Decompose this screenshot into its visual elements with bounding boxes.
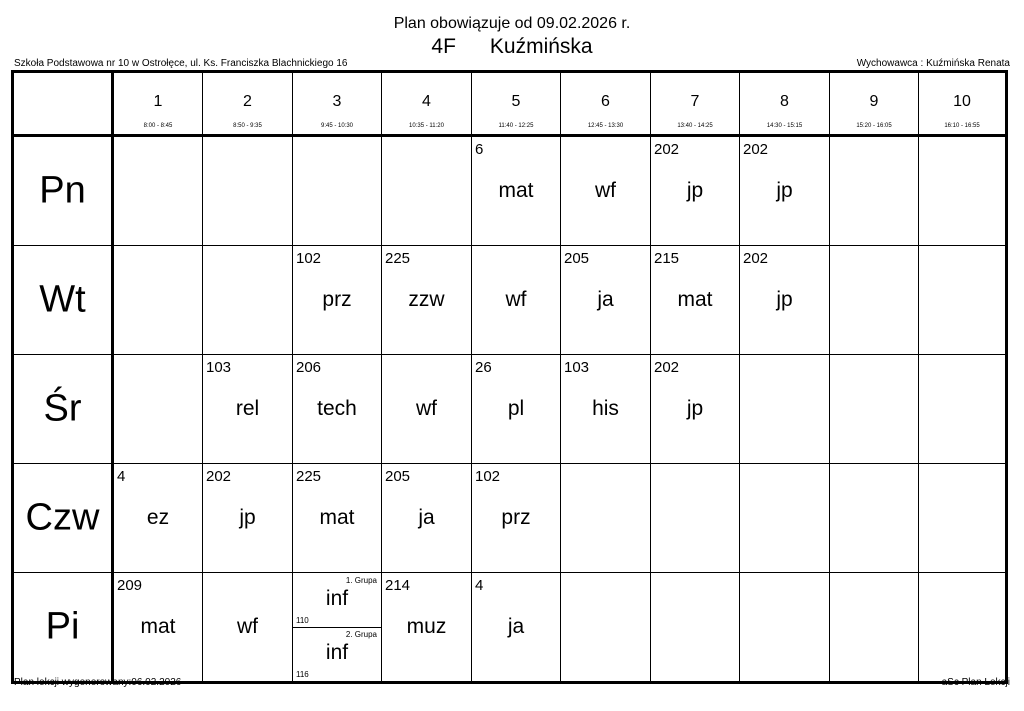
period-header — [919, 72, 1007, 136]
lesson-room: 225 — [296, 468, 322, 485]
period-number: 3 — [332, 93, 342, 110]
group-label: 1. Grupa — [345, 576, 377, 585]
lesson-subject: wf — [505, 288, 527, 311]
lesson-room: 4 — [117, 468, 126, 485]
empty-cell — [203, 136, 293, 246]
empty-cell — [113, 136, 203, 246]
software-name: aSc Plan Lekcji — [941, 677, 1010, 688]
lesson-cell — [203, 464, 293, 573]
lesson-room: 214 — [385, 577, 411, 594]
lesson-cell — [382, 355, 472, 464]
period-header-row — [13, 72, 1007, 136]
lesson-room: 205 — [564, 250, 590, 267]
lesson-room: 6 — [475, 141, 484, 158]
period-header — [740, 72, 830, 136]
lesson-subject: mat — [319, 506, 355, 529]
empty-cell — [919, 136, 1007, 246]
period-number: 10 — [953, 93, 971, 110]
empty-cell — [830, 573, 919, 683]
lesson-subject: inf — [325, 641, 349, 664]
period-number: 2 — [243, 93, 252, 110]
lesson-cell — [113, 464, 203, 573]
day-row — [13, 136, 1007, 246]
empty-cell — [919, 464, 1007, 573]
empty-cell — [740, 573, 830, 683]
lesson-cell — [382, 464, 472, 573]
lesson-subject: mat — [677, 288, 713, 311]
lesson-cell — [203, 573, 293, 683]
lesson-subject: jp — [776, 179, 793, 202]
lesson-subject: tech — [317, 397, 357, 420]
lesson-subject: prz — [501, 506, 531, 529]
lesson-subject: zzw — [408, 288, 445, 311]
lesson-room: 116 — [296, 670, 309, 679]
lesson-room: 225 — [385, 250, 411, 267]
empty-cell — [651, 464, 740, 573]
empty-cell — [113, 246, 203, 355]
lesson-subject: jp — [686, 397, 704, 420]
empty-cell — [740, 464, 830, 573]
lesson-cell — [472, 136, 561, 246]
lesson-room: 102 — [475, 468, 501, 485]
plan-title — [0, 35, 1024, 59]
period-time: 9:45 - 10:30 — [320, 123, 354, 129]
period-number: 9 — [869, 93, 879, 110]
empty-cell — [830, 246, 919, 355]
lesson-room: 202 — [206, 468, 232, 485]
period-number: 4 — [422, 93, 431, 110]
lesson-room: 209 — [117, 577, 143, 594]
empty-cell — [830, 355, 919, 464]
day-name: Wt — [39, 278, 86, 321]
period-header — [382, 72, 472, 136]
period-time: 12:45 - 13:30 — [587, 123, 624, 129]
empty-cell — [919, 573, 1007, 683]
lesson-cell — [651, 246, 740, 355]
period-number: 1 — [153, 93, 163, 110]
empty-cell — [651, 573, 740, 683]
lesson-cell — [472, 464, 561, 573]
lesson-room: 205 — [385, 468, 411, 485]
period-time: 16:10 - 16:55 — [944, 123, 980, 129]
period-time: 8:50 - 9:35 — [233, 123, 262, 129]
lesson-subject: his — [592, 397, 619, 420]
lesson-subject: ja — [597, 288, 614, 311]
period-header — [651, 72, 740, 136]
empty-cell — [382, 136, 472, 246]
day-cell — [13, 246, 113, 355]
lesson-subject: jp — [776, 288, 793, 311]
homeroom-teacher: Wychowawca : Kuźmińska Renata — [856, 58, 1010, 69]
lesson-cell — [472, 355, 561, 464]
period-header — [293, 72, 382, 136]
lesson-cell — [472, 246, 561, 355]
class-teacher: Kuźmińska — [489, 35, 593, 58]
lesson-subject: pl — [507, 397, 525, 420]
period-header — [561, 72, 651, 136]
lesson-subject: wf — [416, 397, 437, 420]
lesson-room: 202 — [654, 359, 680, 376]
group-lesson — [293, 573, 381, 628]
empty-cell — [830, 464, 919, 573]
day-name: Śr — [43, 387, 82, 430]
lesson-room: 102 — [296, 250, 322, 267]
lesson-cell — [740, 136, 830, 246]
day-cell — [13, 355, 113, 464]
corner-cell — [13, 72, 113, 136]
period-header — [830, 72, 919, 136]
lesson-subject: inf — [325, 587, 349, 610]
empty-cell — [293, 136, 382, 246]
school-name: Szkoła Podstawowa nr 10 w Ostrołęce, ul. Ks. Franciszka Blachnickiego 16 — [14, 58, 348, 69]
period-number: 5 — [511, 93, 521, 110]
lesson-cell — [293, 573, 382, 683]
generated-date: Plan lekcji wygenerowany:06.02.2026 — [14, 677, 182, 688]
lesson-cell — [472, 573, 561, 683]
day-cell — [13, 464, 113, 573]
lesson-room: 103 — [564, 359, 590, 376]
lesson-room: 4 — [475, 577, 484, 594]
lesson-room: 110 — [296, 616, 309, 625]
day-row — [13, 573, 1007, 683]
empty-cell — [830, 136, 919, 246]
period-time: 11:40 - 12:25 — [498, 123, 534, 129]
period-time: 8:00 - 8:45 — [143, 123, 173, 129]
empty-cell — [919, 355, 1007, 464]
empty-cell — [740, 355, 830, 464]
lesson-cell — [113, 573, 203, 683]
lesson-room: 26 — [475, 359, 492, 376]
period-time: 15:20 - 16:05 — [856, 123, 892, 129]
lesson-room: 206 — [296, 359, 322, 376]
lesson-cell — [561, 136, 651, 246]
day-name: Czw — [25, 496, 100, 539]
period-number: 6 — [601, 93, 610, 110]
lesson-cell — [651, 136, 740, 246]
period-number: 8 — [780, 93, 789, 110]
day-name: Pn — [39, 169, 86, 212]
group-label: 2. Grupa — [345, 630, 377, 639]
period-header — [203, 72, 293, 136]
day-row — [13, 464, 1007, 573]
lesson-room: 215 — [654, 250, 680, 267]
period-header — [472, 72, 561, 136]
empty-cell — [919, 246, 1007, 355]
empty-cell — [203, 246, 293, 355]
empty-cell — [561, 573, 651, 683]
plan-valid-from: Plan obowiązuje od 09.02.2026 r. — [393, 15, 631, 32]
empty-cell — [561, 464, 651, 573]
lesson-room: 202 — [743, 141, 769, 158]
lesson-subject: ez — [146, 506, 170, 529]
lesson-cell — [651, 355, 740, 464]
lesson-room: 103 — [206, 359, 232, 376]
lesson-subject: wf — [595, 179, 616, 202]
empty-cell — [113, 355, 203, 464]
lesson-room: 202 — [743, 250, 769, 267]
lesson-subject: jp — [686, 179, 704, 202]
day-cell — [13, 136, 113, 246]
lesson-cell — [561, 246, 651, 355]
lesson-cell — [382, 246, 472, 355]
lesson-cell — [203, 355, 293, 464]
lesson-cell — [293, 246, 382, 355]
lesson-cell — [561, 355, 651, 464]
day-name: Pi — [45, 605, 80, 648]
period-time: 14:30 - 15:15 — [766, 123, 803, 129]
period-time: 13:40 - 14:25 — [677, 123, 713, 129]
period-time: 10:35 - 11:20 — [409, 123, 444, 129]
day-cell — [13, 573, 113, 683]
lesson-subject: jp — [239, 506, 256, 529]
lesson-subject: ja — [507, 615, 525, 638]
lesson-room: 202 — [654, 141, 680, 158]
period-header — [113, 72, 203, 136]
period-number: 7 — [690, 93, 700, 110]
lesson-subject: wf — [237, 615, 258, 638]
lesson-cell — [382, 573, 472, 683]
day-row — [13, 355, 1007, 464]
class-name: 4F — [431, 35, 456, 58]
lesson-cell — [740, 246, 830, 355]
timetable — [11, 70, 1008, 684]
lesson-cell — [293, 355, 382, 464]
lesson-subject: mat — [498, 179, 534, 202]
lesson-subject: mat — [140, 615, 176, 638]
lesson-subject: rel — [235, 397, 260, 420]
lesson-subject: prz — [322, 288, 352, 311]
group-lesson — [293, 627, 381, 681]
lesson-cell — [293, 464, 382, 573]
day-row — [13, 246, 1007, 355]
lesson-subject: ja — [418, 506, 435, 529]
lesson-subject: muz — [406, 615, 447, 638]
